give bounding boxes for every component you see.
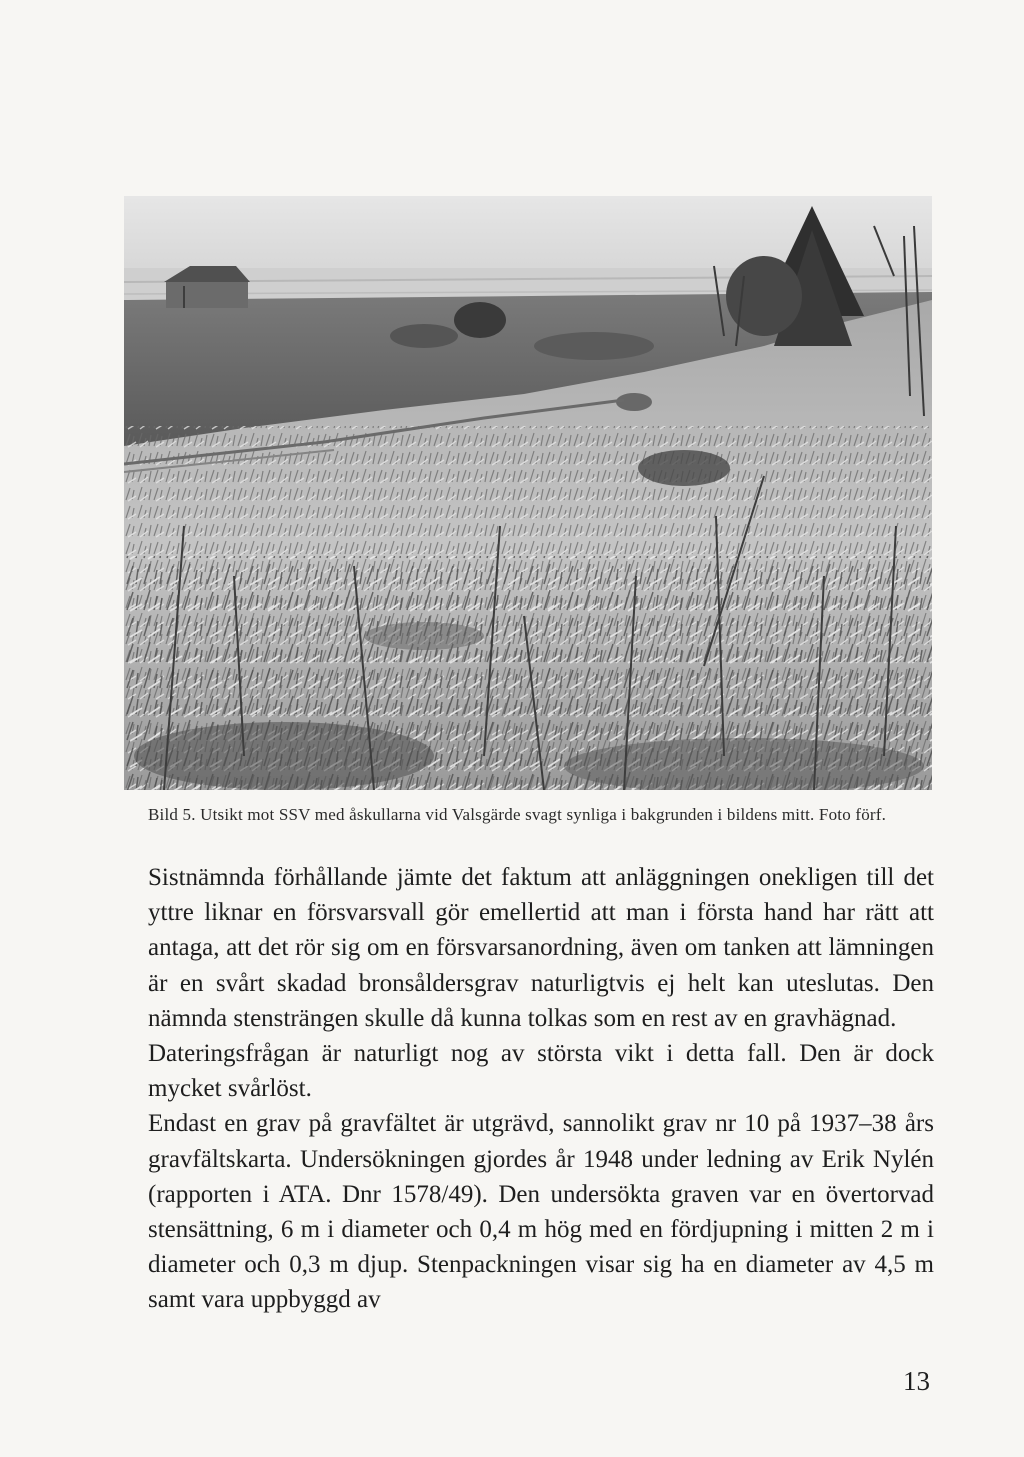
body-text [148, 860, 934, 1318]
landscape-photo-drawing [124, 196, 932, 790]
paragraph: Dateringsfrågan är naturligt nog av största vikt i detta fall. Den är dock mycket svårlöst. [148, 1040, 934, 1103]
figure-caption: Bild 5. Utsikt mot SSV med åskullarna vid Valsgärde svagt synliga i bakgrunden i bildens mitt. Foto förf. [148, 805, 887, 824]
paragraph: Endast en grav på gravfältet är utgrävd, sannolikt grav nr 10 på 1937–38 års gravfältskarta. Undersökningen gjordes år 1948 under ledning av Erik Nylén (rapporten i ATA. Dnr 1578/49). Den undersökta graven var en övertorvad stensättning, 6 m i diameter och 0,4 m hög med en fördjupning i mitten 2 m i diameter och 0,3 m djup. Stenpackningen visar sig ha en diameter av 4,5 m samt vara uppbyggd av [148, 1110, 934, 1314]
landscape-photo [124, 196, 932, 790]
page-number: 13 [903, 1366, 930, 1396]
paragraph: Sistnämnda förhållande jämte det faktum att anläggningen onekligen till det yttre liknar en försvarsvall gör emellertid att man i första hand har rätt att antaga, att det rör sig om en försvarsanordning, även om tanken att lämningen är en svårt skadad bronsåldersgrav naturligtvis ej helt kan uteslutas. Den nämnda stensträngen skulle då kunna tolkas som en rest av en gravhägnad. [148, 864, 934, 1032]
